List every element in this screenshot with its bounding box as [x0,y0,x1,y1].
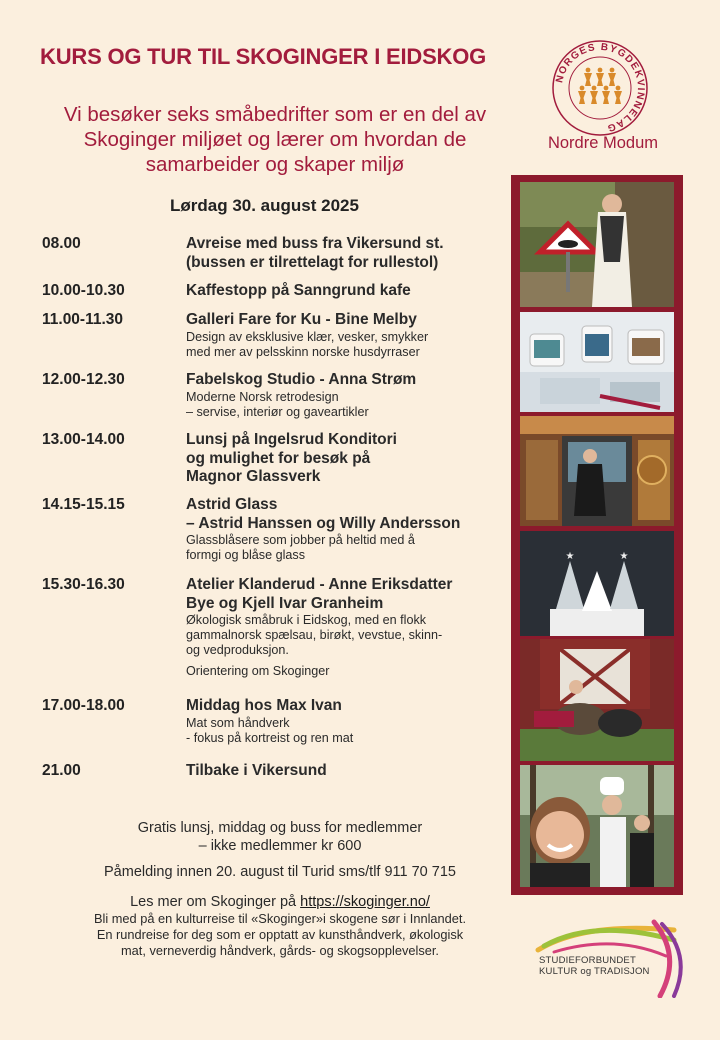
schedule-time: 17.00-18.00 [42,697,125,714]
item-heading: Fabelskog Studio - Anna Strøm [186,371,417,388]
about-line: En rundreise for deg som er opptatt av kunsthåndverk, økologisk [96,926,464,942]
schedule-item [186,496,516,563]
item-heading: Atelier Klanderud - Anne Eriksdatter [186,576,453,593]
more-info-prefix: Les mer om Skoginger på [130,894,301,910]
studieforbundet-name [539,955,650,977]
item-heading: Magnor Glassverk [186,468,321,485]
photo-strip [511,175,683,895]
svg-text:★: ★ [565,551,575,562]
item-detail: Økologisk småbruk i Eidskog, med en flokk [186,613,427,627]
item-heading: Galleri Fare for Ku - Bine Melby [186,311,417,328]
schedule-time: 12.00-12.30 [42,371,125,388]
schedule-time: 15.30-16.30 [42,576,125,593]
about-text [40,911,520,958]
schedule-time: 14.15-15.15 [42,496,125,513]
photo-mugs [520,312,674,412]
item-heading: Avreise med buss fra Vikersund st. [186,235,444,252]
photo-woman-with-sign [520,182,674,307]
item-detail: Moderne Norsk retrodesign [186,389,339,404]
more-info [40,894,520,910]
schedule-item [186,576,516,679]
item-heading: Bye og Kjell Ivar Granheim [186,594,384,612]
price-info [40,819,520,855]
item-extra: Orientering om Skoginger [186,664,330,678]
schedule-time: 13.00-14.00 [42,431,125,448]
item-heading: – Astrid Hanssen og Willy Andersson [186,514,461,532]
item-detail: Glassblåsere som jobber på heltid med å [186,533,415,547]
figures-icon [578,68,622,104]
schedule-item [186,235,516,272]
schedule-item [186,371,516,420]
schedule-item [186,431,516,487]
photo-glass-trees [520,531,674,636]
logo-branch-name: Nordre Modum [547,134,659,152]
item-detail: - fokus på kortreist og ren mat [186,730,354,745]
about-line: mat, verneverdig håndverk, gårds- og skogsopplevelser. [121,942,439,958]
svg-text:NORGES BYGDEKVINNELAG [554,42,646,134]
logo-arc-text: NORGES BYGDEKVINNELAG [554,41,647,134]
photo-farm-animals [520,639,674,761]
schedule-time: 10.00-10.30 [42,282,125,299]
schedule-time: 11.00-11.30 [42,311,124,328]
schedule-item [186,282,516,301]
item-heading: Lunsj på Ingelsrud Konditori [186,431,397,448]
item-heading: Middag hos Max Ivan [186,697,342,714]
item-detail: Mat som håndverk [186,715,290,730]
price-line: Gratis lunsj, middag og buss for medlemmer [137,820,423,836]
partner-line: KULTUR og TRADISJON [539,966,650,977]
schedule-time: 08.00 [42,235,81,252]
subtitle-line: Skoginger miljøet og lærer om hvordan de [83,128,467,151]
item-detail: formgi og blåse glass [186,548,306,562]
about-line: Bli med på en kulturreise til «Skoginger»i skogene sør i Innlandet. [93,911,467,926]
subtitle [40,102,510,177]
item-detail: og vedproduksjon. [186,643,289,657]
item-heading: og mulighet for besøk på [186,449,371,467]
item-detail: med mer av pelsskinn norske husdyrraser [186,344,420,359]
item-detail: gammalnorsk spælsau, birøkt, vevstue, skinn- [186,628,443,642]
schedule-item [186,762,516,781]
partner-line: STUDIEFORBUNDET [539,955,636,966]
event-date: Lørdag 30. august 2025 [170,196,359,215]
signup-info: Påmelding innen 20. august til Turid sms/tlf 911 70 715 [104,864,456,880]
svg-text:★: ★ [619,551,629,562]
item-heading: Astrid Glass [186,496,278,513]
schedule-item [186,311,516,360]
bygdekvinnelag-logo [548,36,652,140]
page-title: KURS OG TUR TIL SKOGINGER I EIDSKOG [40,44,487,69]
item-detail: – servise, interiør og gaveartikler [186,404,369,419]
photo-bakery [520,416,674,526]
item-heading: Tilbake i Vikersund [186,762,327,779]
subtitle-line: Vi besøker seks småbedrifter som er en del av [63,103,487,126]
schedule-item [186,697,516,746]
item-heading: (bussen er tilrettelagt for rullestol) [186,253,439,271]
schedule-time: 21.00 [42,762,81,779]
item-detail: Design av eksklusive klær, vesker, smykker [186,329,429,344]
subtitle-line: samarbeider og skaper miljø [145,153,405,176]
photo-chefs [520,765,674,887]
skoginger-link[interactable]: https://skoginger.no/ [300,894,430,910]
item-heading: Kaffestopp på Sanngrund kafe [186,282,411,299]
price-line: – ikke medlemmer kr 600 [198,838,362,854]
